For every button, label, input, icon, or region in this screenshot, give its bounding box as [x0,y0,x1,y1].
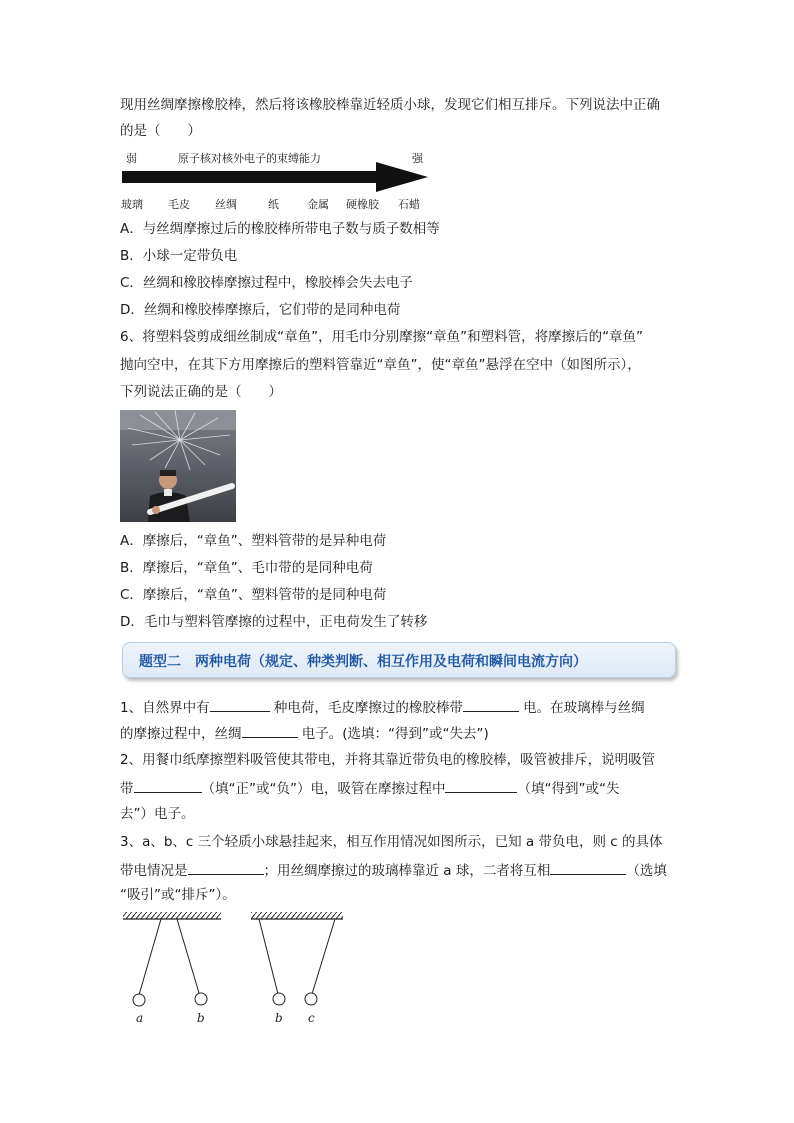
p3-line1: 3、a、b、c 三个轻质小球悬挂起来，相互作用情况如图所示，已知 a 带负电，则 c 的具体 [120,834,663,850]
p2-line1: 2、用餐巾纸摩擦塑料吸管使其带电，并将其靠近带负电的橡胶棒，吸管被排斥，说明吸管 [120,752,656,768]
q6-stem-line1: 6、将塑料袋剪成细丝制成“章鱼”，用毛巾分别摩擦“章鱼”和塑料管，将摩擦后的“章鱼” [120,329,644,345]
q6-option-a: A．摩擦后，“章鱼”、塑料管带的是异种电荷 [120,533,387,549]
ball-b-left [195,993,207,1005]
material-paper: 纸 [268,198,279,211]
q5-stem-line2: 的是（ ） [120,123,201,139]
p2-line3: 去”）电子。 [120,806,195,822]
p1-blank-2[interactable] [463,697,519,712]
p1-line1 [120,697,645,717]
p1-text-d: 的摩擦过程中，丝绸 [120,726,242,742]
p2-blank-1[interactable] [134,778,202,793]
pendulum-diagram [115,908,355,1033]
ball-b-right [273,993,285,1005]
material-paraffin: 石蜡 [398,198,420,211]
p1-text-a: 1、自然界中有 [120,700,210,716]
label-b-right: b [275,1011,283,1025]
support-left [123,912,221,919]
scale-strong-label: 强 [412,152,423,165]
ball-a [133,994,145,1006]
material-fur: 毛皮 [168,198,190,211]
q6-option-c: C．摩擦后，“章鱼”、塑料管带的是同种电荷 [120,587,387,603]
p3-blank-2[interactable] [550,860,626,875]
q6-stem-line2: 抛向空中，在其下方用摩擦后的塑料管靠近“章鱼”，使“章鱼”悬浮在空中（如图所示）， [120,357,641,373]
p2-text-b: 带 [120,781,134,797]
p3-text-c: ；用丝绸摩擦过的玻璃棒靠近 a 球，二者将互相 [263,863,551,879]
p3-blank-1[interactable] [188,860,264,875]
p3-text-b: 带电情况是 [120,863,188,879]
p1-text-b: 种电荷，毛皮摩擦过的橡胶棒带 [269,700,463,716]
scale-caption: 原子核对核外电子的束缚能力 [178,152,321,165]
support-right [251,912,343,919]
p1-line2 [120,723,489,743]
p3-line3: “吸引”或“排斥”）。 [120,887,236,903]
p3-line2 [120,860,667,880]
ball-c [305,993,317,1005]
string-c [312,919,335,994]
q5-option-c: C．丝绸和橡胶棒摩擦过程中，橡胶棒会失去电子 [120,275,413,291]
p1-text-e: 电子。(选填：“得到”或“失去”) [297,726,489,742]
material-hard-rubber: 硬橡胶 [346,198,379,211]
p1-text-c: 电。在玻璃棒与丝绸 [518,700,645,716]
p2-text-c: （填“正”或“负”）电，吸管在摩擦过程中 [201,781,446,797]
p2-blank-2[interactable] [445,778,517,793]
q5-option-a: A．与丝绸摩擦过后的橡胶棒所带电子数与质子数相等 [120,221,440,237]
label-b-left: b [197,1011,205,1025]
q5-option-d: D．丝绸和橡胶棒摩擦后，它们带的是同种电荷 [120,302,401,318]
q5-option-b: B．小球一定带负电 [120,248,238,264]
string-a [139,919,161,995]
section-title: 题型二 两种电荷（规定、种类判断、相互作用及电荷和瞬间电流方向） [139,654,587,670]
q6-option-d: D．毛巾与塑料管摩擦的过程中，正电荷发生了转移 [120,614,428,630]
p2-line2 [120,778,619,798]
string-b-right [259,919,278,994]
label-c: c [308,1011,315,1025]
q6-option-b: B．摩擦后，“章鱼”、毛巾带的是同种电荷 [120,560,373,576]
q5-stem-line1: 现用丝绸摩擦橡胶棒，然后将该橡胶棒靠近轻质小球，发现它们相互排斥。下列说法中正确 [120,97,660,113]
p2-text-d: （填“得到”或“失 [517,781,620,797]
material-glass: 玻璃 [121,198,143,211]
material-silk: 丝绸 [215,198,237,211]
octopus-demo-photo [120,410,236,522]
section-header [122,642,676,678]
label-a: a [136,1011,144,1025]
p1-blank-3[interactable] [242,723,298,738]
material-metal: 金属 [307,198,329,211]
scale-arrow [118,162,430,192]
p1-blank-1[interactable] [210,697,270,712]
scale-weak-label: 弱 [126,152,137,165]
q6-stem-line3: 下列说法正确的是（ ） [120,384,282,400]
string-b-left [177,919,199,993]
p3-text-d: （选填 [626,863,667,879]
